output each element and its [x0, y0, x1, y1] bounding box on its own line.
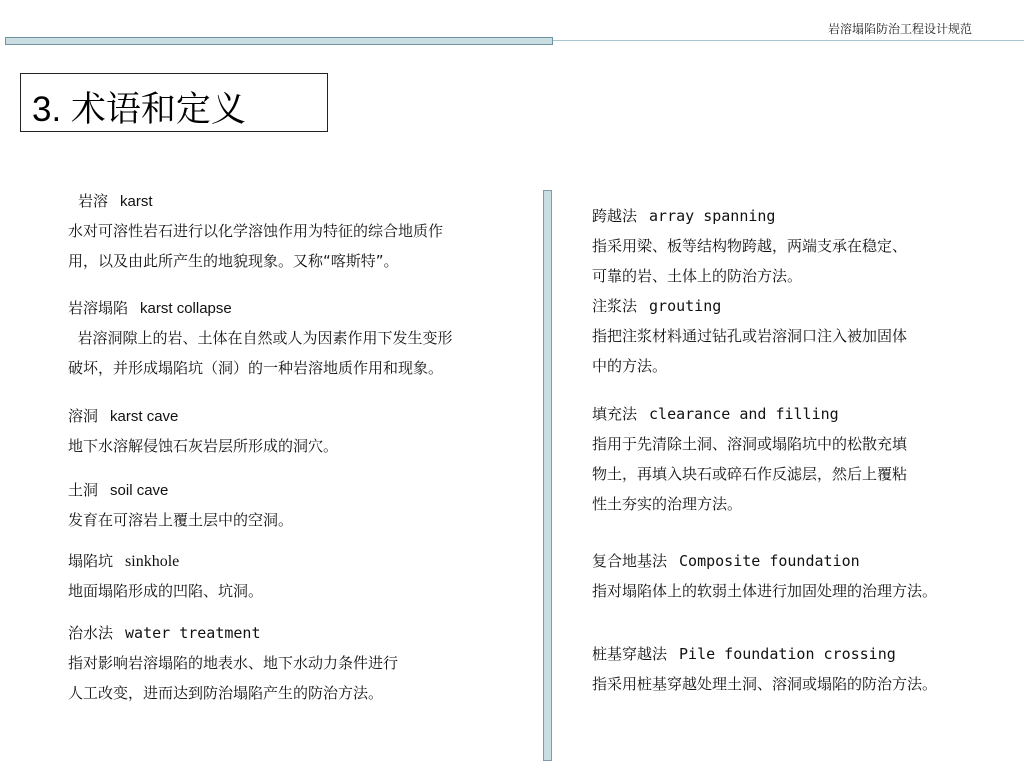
definition-sinkhole	[68, 576, 263, 606]
term-en: soil cave	[110, 482, 169, 499]
term-pile-foundation-crossing	[592, 639, 896, 669]
definition-water-treatment	[68, 648, 398, 708]
definition-line: 指采用梁、板等结构物跨越，两端支承在稳定、	[592, 237, 908, 255]
definition-karst-collapse	[68, 323, 453, 383]
term-zh: 岩溶塌陷	[68, 299, 129, 317]
term-grouting	[592, 291, 721, 321]
term-zh: 岩溶	[78, 192, 109, 210]
term-karst-cave	[68, 401, 178, 432]
term-karst-collapse	[68, 293, 232, 324]
term-zh: 塌陷坑	[68, 552, 114, 570]
term-zh: 治水法	[68, 624, 114, 642]
definition-line: 指对塌陷体上的软弱土体进行加固处理的治理方法。	[592, 582, 938, 600]
definition-composite-foundation	[592, 576, 937, 606]
header-accent-bar	[5, 37, 553, 45]
term-zh: 注浆法	[592, 297, 638, 315]
term-water-treatment	[68, 618, 260, 648]
definition-line: 可靠的岩、土体上的防治方法。	[592, 267, 803, 285]
definition-line: 水对可溶性岩石进行以化学溶蚀作用为特征的综合地质作	[68, 222, 444, 240]
definition-line: 破坏，并形成塌陷坑（洞）的一种岩溶地质作用和现象。	[68, 359, 444, 377]
term-soil-cave	[68, 475, 168, 506]
term-karst	[78, 186, 153, 217]
term-clearance-and-filling	[592, 399, 839, 429]
header-rule	[553, 40, 1024, 41]
term-en: grouting	[649, 297, 722, 315]
term-zh: 溶洞	[68, 407, 99, 425]
definition-line: 物土，再填入块石或碎石作反滤层，然后上覆粘	[592, 465, 908, 483]
term-en: Composite foundation	[679, 552, 860, 570]
definition-soil-cave	[68, 505, 293, 535]
definition-karst	[68, 216, 443, 276]
term-array-spanning	[592, 201, 775, 231]
section-title-box	[20, 73, 328, 132]
term-en: karst collapse	[140, 300, 232, 317]
term-sinkhole	[68, 546, 179, 577]
term-zh: 跨越法	[592, 207, 638, 225]
definition-line: 指用于先清除土洞、溶洞或塌陷坑中的松散充填	[592, 435, 908, 453]
definition-line: 岩溶洞隙上的岩、土体在自然或人为因素作用下发生变形	[68, 329, 453, 347]
term-en: Pile foundation crossing	[679, 645, 896, 663]
definition-line: 用，以及由此所产生的地貌现象。又称“喀斯特”。	[68, 252, 399, 270]
term-en: array spanning	[649, 207, 776, 225]
definition-line: 指对影响岩溶塌陷的地表水、地下水动力条件进行	[68, 654, 399, 672]
definition-line: 中的方法。	[592, 357, 668, 375]
term-zh: 桩基穿越法	[592, 645, 668, 663]
term-zh: 填充法	[592, 405, 638, 423]
column-divider	[543, 190, 552, 761]
document-header-title: 岩溶塌陷防治工程设计规范	[827, 22, 972, 36]
definition-grouting	[592, 321, 907, 381]
definition-line: 地下水溶解侵蚀石灰岩层所形成的洞穴。	[68, 437, 339, 455]
definition-line: 指把注浆材料通过钻孔或岩溶洞口注入被加固体	[592, 327, 908, 345]
term-en: karst	[120, 193, 153, 210]
term-composite-foundation	[592, 546, 860, 576]
definition-karst-cave	[68, 431, 338, 461]
term-zh: 土洞	[68, 481, 99, 499]
definition-line: 性土夯实的治理方法。	[592, 495, 743, 513]
term-zh: 复合地基法	[592, 552, 668, 570]
definition-line: 指采用桩基穿越处理土洞、溶洞或塌陷的防治方法。	[592, 675, 938, 693]
term-en: sinkhole	[125, 553, 180, 570]
term-en: water treatment	[125, 624, 261, 642]
definition-line: 发育在可溶岩上覆土层中的空洞。	[68, 511, 294, 529]
term-en: clearance and filling	[649, 405, 839, 423]
page-title: 3. 术语和定义	[32, 90, 246, 129]
definition-clearance-and-filling	[592, 429, 907, 519]
definition-pile-foundation-crossing	[592, 669, 937, 699]
term-en: karst cave	[110, 408, 179, 425]
definition-array-spanning	[592, 231, 907, 291]
definition-line: 人工改变，进而达到防治塌陷产生的防治方法。	[68, 684, 384, 702]
definition-line: 地面塌陷形成的凹陷、坑洞。	[68, 582, 264, 600]
